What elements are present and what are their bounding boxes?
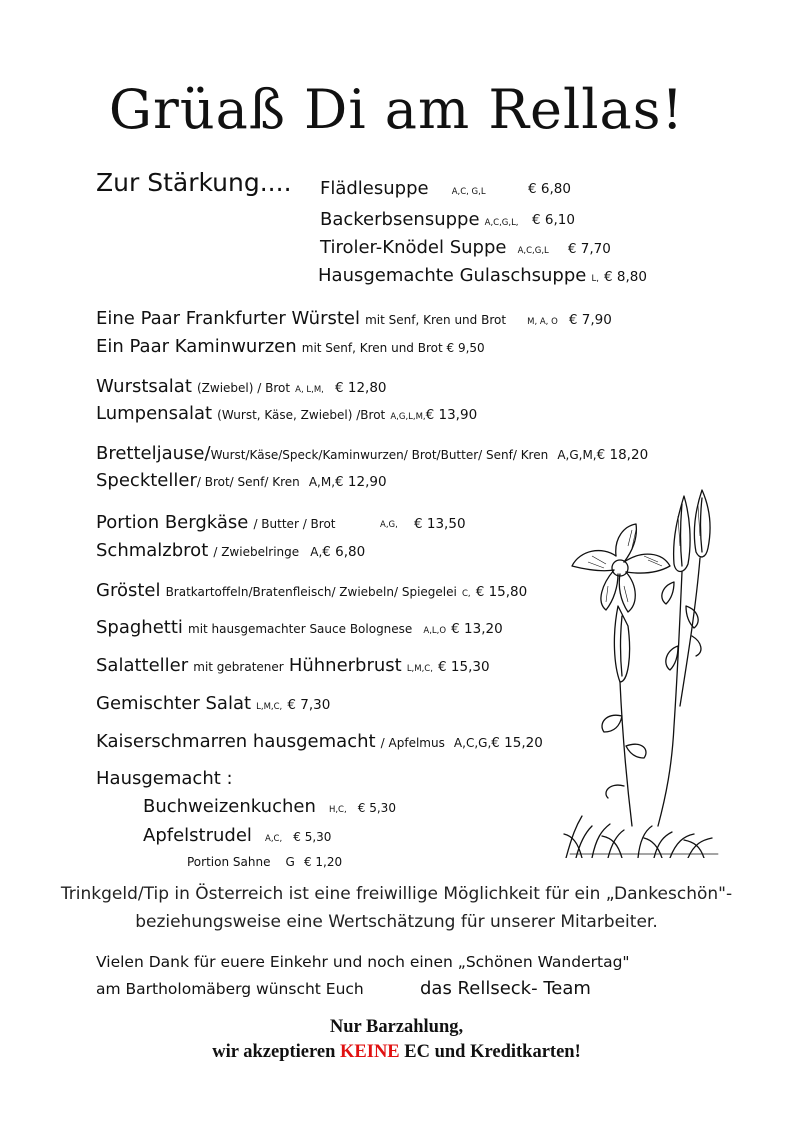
menu-item-gemischter-salat bbox=[96, 693, 330, 714]
dish-name-secondary: Hühnerbrust bbox=[288, 655, 402, 676]
thanks-line-2: am Bartholomäberg wünscht Euch bbox=[96, 980, 364, 998]
dish-description: (Wurst, Käse, Zwiebel) /Brot bbox=[217, 408, 386, 422]
payment-note-line-1: Nur Barzahlung, bbox=[329, 1017, 464, 1037]
allergen-codes: A, bbox=[310, 545, 323, 559]
allergen-codes: C, bbox=[461, 589, 471, 599]
dish-description: mit gebratener bbox=[193, 660, 284, 674]
dish-name: Gröstel bbox=[96, 580, 161, 601]
payment-note-text: wir akzeptieren bbox=[212, 1042, 336, 1062]
dish-name: Hausgemachte Gulaschsuppe bbox=[318, 265, 587, 286]
allergen-codes: M, A, O bbox=[527, 317, 558, 327]
allergen-codes: A,C,G,L bbox=[517, 246, 549, 256]
allergen-codes: A,G,L,M, bbox=[390, 412, 426, 422]
price: € 6,10 bbox=[532, 212, 575, 228]
dish-name: Backerbsensuppe bbox=[320, 209, 480, 230]
price: € 6,80 bbox=[322, 544, 366, 560]
dish-description: / Butter / Brot bbox=[253, 517, 336, 531]
allergen-codes: L, bbox=[591, 274, 599, 284]
payment-note-emphasis: KEINE bbox=[340, 1042, 400, 1062]
payment-note-text-end: EC und Kreditkarten! bbox=[404, 1042, 581, 1062]
allergen-codes: A,G, bbox=[380, 520, 398, 530]
menu-item-portion-sahne bbox=[187, 851, 342, 870]
menu-item-groestel bbox=[96, 580, 527, 601]
menu-item-kaiserschmarren bbox=[96, 731, 543, 752]
dish-name: Gemischter Salat bbox=[96, 693, 252, 714]
dish-description: (Zwiebel) / Brot bbox=[197, 381, 291, 395]
tip-note-line-2: beziehungsweise eine Wertschätzung für unserer Mitarbeiter. bbox=[135, 912, 658, 932]
dish-description: mit Senf, Kren und Brot € 9,50 bbox=[301, 341, 485, 355]
menu-item-bergkaese bbox=[96, 512, 336, 533]
dish-name: Kaiserschmarren hausgemacht bbox=[96, 731, 376, 752]
tip-note-line-1: Trinkgeld/Tip in Österreich ist eine freiwillige Möglichkeit für ein „Dankeschön"- bbox=[60, 884, 733, 904]
dish-name: Portion Bergkäse bbox=[96, 512, 249, 533]
menu-item-wurstsalat bbox=[96, 376, 387, 397]
price: € 5,30 bbox=[357, 801, 396, 815]
allergen-codes: G bbox=[285, 855, 295, 869]
allergen-codes: A,C,G,L, bbox=[484, 218, 519, 228]
payment-note-line-2 bbox=[0, 1042, 793, 1063]
team-signature: das Rellseck- Team bbox=[420, 978, 591, 999]
menu-item-flaedlesuppe bbox=[320, 178, 486, 199]
price: € 13,20 bbox=[451, 621, 503, 637]
menu-item-frankfurter bbox=[96, 308, 612, 329]
price: € 12,90 bbox=[335, 474, 387, 490]
dish-name: Ein Paar Kaminwurzen bbox=[96, 336, 297, 357]
dish-description: mit Senf, Kren und Brot bbox=[365, 313, 507, 327]
dish-name: Speckteller bbox=[96, 470, 197, 491]
price: € 1,20 bbox=[303, 855, 343, 869]
allergen-codes: A,C, bbox=[265, 834, 283, 844]
price: € 7,90 bbox=[568, 312, 612, 328]
price: € 18,20 bbox=[596, 447, 649, 463]
menu-item-backerbsensuppe bbox=[320, 209, 519, 230]
allergen-codes: H,C, bbox=[328, 805, 347, 815]
price: € 13,90 bbox=[425, 407, 478, 423]
page-title: Grüaß Di am Rellas! bbox=[108, 78, 685, 141]
allergen-codes: A,G,M, bbox=[557, 448, 597, 462]
dish-name: Portion Sahne bbox=[187, 855, 271, 869]
allergen-codes: A, L,M, bbox=[295, 385, 324, 395]
dish-description: mit hausgemachter Sauce Bolognese bbox=[188, 622, 413, 636]
price: € 7,70 bbox=[567, 241, 611, 257]
price: € 8,80 bbox=[603, 269, 647, 285]
dish-name: Wurstsalat bbox=[96, 376, 192, 397]
dish-name: Eine Paar Frankfurter Würstel bbox=[96, 308, 360, 329]
allergen-codes: L,M,C, bbox=[256, 702, 283, 712]
allergen-codes: L,M,C, bbox=[406, 664, 433, 674]
dish-name: Flädlesuppe bbox=[320, 178, 429, 199]
menu-item-buchweizenkuchen bbox=[143, 796, 396, 817]
dish-description: Bratkartoffeln/Bratenfleisch/ Zwiebeln/ Spiegelei bbox=[165, 585, 457, 599]
price: € 15,30 bbox=[438, 659, 490, 675]
allergen-codes: A,L,O bbox=[423, 626, 447, 636]
dish-name: Tiroler-Knödel Suppe bbox=[320, 237, 507, 258]
dish-name: Bretteljause/ bbox=[96, 443, 211, 464]
menu-item-gulaschsuppe bbox=[318, 265, 647, 286]
menu-item-speckteller bbox=[96, 470, 387, 491]
menu-item-spaghetti bbox=[96, 617, 503, 638]
dish-name: Lumpensalat bbox=[96, 403, 213, 424]
allergen-codes: A,M, bbox=[308, 475, 336, 489]
price: € 15,20 bbox=[491, 735, 543, 751]
price: € 12,80 bbox=[334, 380, 387, 396]
menu-item-apfelstrudel bbox=[143, 825, 331, 846]
dish-description: Wurst/Käse/Speck/Kaminwurzen/ Brot/Butter/ Senf/ Kren bbox=[210, 448, 549, 462]
price: € 15,80 bbox=[475, 584, 528, 600]
menu-item-kaminwurzen bbox=[96, 336, 485, 357]
dish-name: Spaghetti bbox=[96, 617, 183, 638]
menu-item-schmalzbrot bbox=[96, 540, 365, 561]
thanks-line-1: Vielen Dank für euere Einkehr und noch einen „Schönen Wandertag" bbox=[96, 953, 630, 971]
dish-description: / Brot/ Senf/ Kren bbox=[196, 475, 300, 489]
hausgemacht-heading: Hausgemacht : bbox=[96, 768, 233, 789]
section-title: Zur Stärkung.... bbox=[96, 168, 292, 197]
menu-item-salatteller bbox=[96, 655, 490, 676]
menu-item-tiroler-knoedel-suppe bbox=[320, 237, 611, 258]
price: € 5,30 bbox=[293, 830, 332, 844]
price: € 7,30 bbox=[287, 697, 331, 713]
gentian-flower-illustration bbox=[562, 486, 722, 858]
menu-item-lumpensalat bbox=[96, 403, 477, 424]
dish-name: Buchweizenkuchen bbox=[143, 796, 316, 817]
allergen-codes: A,C,G, bbox=[453, 736, 492, 750]
dish-name: Salatteller bbox=[96, 655, 189, 676]
dish-name: Apfelstrudel bbox=[143, 825, 252, 846]
price: € 13,50 bbox=[414, 516, 466, 532]
dish-description: / Apfelmus bbox=[380, 736, 445, 750]
dish-description: / Zwiebelringe bbox=[213, 545, 300, 559]
menu-item-bretteljause bbox=[96, 443, 648, 464]
allergen-codes: A,C, G,L bbox=[451, 187, 486, 197]
dish-name: Schmalzbrot bbox=[96, 540, 209, 561]
price: € 6,80 bbox=[528, 181, 571, 197]
